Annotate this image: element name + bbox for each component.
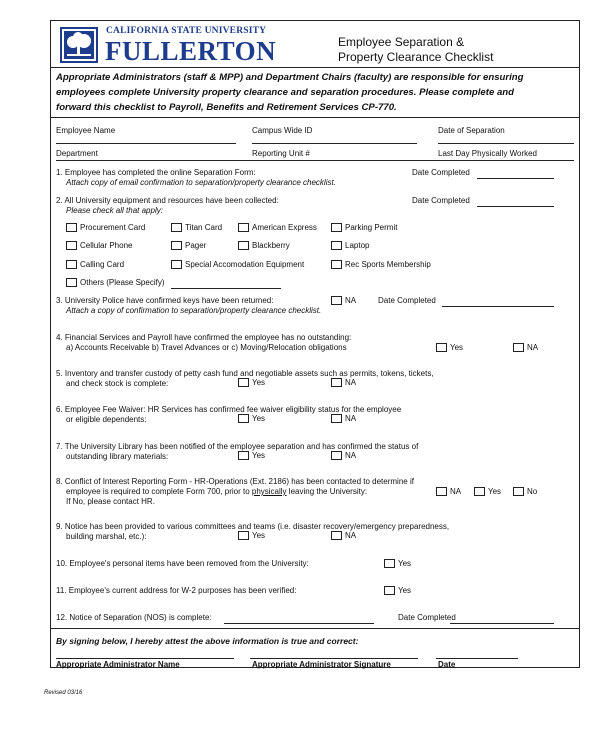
logo-fullerton: FULLERTON [105, 36, 277, 66]
item-4-text: 4. Financial Services and Payroll have confirmed the employee has no outstanding: [56, 333, 352, 342]
logo-university-name: CALIFORNIA STATE UNIVERSITY [106, 26, 267, 36]
intro-line-3: forward this checklist to Payroll, Benefits and Retirement Services CP-770. [56, 102, 397, 113]
item-12-date-line[interactable] [450, 623, 554, 624]
item-6-na-checkbox[interactable] [331, 414, 342, 423]
item-5-text-2: and check stock is complete: [66, 379, 169, 388]
department-line[interactable] [56, 160, 574, 161]
item-7-yes-label: Yes [252, 451, 266, 460]
item-6-yes-label: Yes [252, 414, 266, 423]
blackberry-label: Blackberry [252, 241, 290, 250]
others-label: Others (Please Specify) [80, 278, 165, 287]
item-8-yes-label: Yes [488, 487, 502, 496]
item-3-note: Attach a copy of confirmation to separation/property clearance checklist. [66, 306, 322, 315]
item-4-yes-label: Yes [450, 343, 464, 352]
revised-date: Revised 03/16 [44, 690, 83, 696]
item-10-yes-checkbox[interactable] [384, 559, 395, 568]
item-8-text: 8. Conflict of Interest Reporting Form - HR-Operations (Ext. 2186) has been contacted to determine if [56, 477, 414, 486]
item-11-yes-checkbox[interactable] [384, 586, 395, 595]
csuf-logo [60, 25, 295, 65]
item-8-no-checkbox[interactable] [513, 487, 524, 496]
last-day-worked-label: Last Day Physically Worked [438, 149, 537, 158]
item-2-date-line[interactable] [477, 206, 554, 207]
item-3-date-line[interactable] [442, 306, 554, 307]
intro-line-1: Appropriate Administrators (staff & MPP) and Department Chairs (faculty) are responsible for ensuring [56, 72, 524, 83]
item-5-yes-label: Yes [252, 378, 266, 387]
item-6-text: 6. Employee Fee Waiver: HR Services has confirmed fee waiver eligibility status for the employee [56, 405, 402, 414]
date-of-separation-line[interactable] [438, 143, 574, 144]
employee-name-line[interactable] [56, 143, 236, 144]
others-specify-line[interactable] [171, 288, 281, 289]
laptop-checkbox[interactable] [331, 241, 342, 250]
item-8-physically: physically [251, 487, 287, 496]
item-5-text: 5. Inventory and transfer custody of petty cash fund and negotiable assets such as permits, tokens, tickets, [56, 369, 434, 378]
item-1-note: Attach copy of email confirmation to separation/property clearance checklist. [66, 178, 336, 187]
item-7-text: 7. The University Library has been notified of the employee separation and has confirmed the status of [56, 442, 419, 451]
signature-date-line[interactable] [436, 658, 518, 659]
item-8-text-2 [66, 487, 367, 497]
tower-logo-icon [60, 27, 98, 63]
signature-date-label: Date [438, 660, 456, 669]
item-7-text-2: outstanding library materials: [66, 452, 169, 461]
admin-signature-label: Appropriate Administrator Signature [252, 660, 391, 669]
form-title-line2: Property Clearance Checklist [338, 50, 494, 64]
item-4-text-2: a) Accounts Receivable b) Travel Advances or c) Moving/Relocation obligations [66, 343, 347, 352]
item-11-text: 11. Employee's current address for W-2 purposes has been verified: [56, 586, 297, 595]
procurement-card-label: Procurement Card [80, 223, 146, 232]
rec-sports-checkbox[interactable] [331, 260, 342, 269]
item-8-na-label: NA [450, 487, 462, 496]
special-accommodation-checkbox[interactable] [171, 260, 182, 269]
item-5-na-checkbox[interactable] [331, 378, 342, 387]
attestation-text: By signing below, I hereby attest the above information is true and correct: [56, 636, 359, 646]
date-of-separation-label: Date of Separation [438, 126, 505, 135]
item-1-date-label: Date Completed [412, 168, 470, 177]
special-accommodation-label: Special Accomodation Equipment [185, 260, 305, 269]
admin-name-label: Appropriate Administrator Name [56, 660, 180, 669]
item-8-text-2c: leaving the University: [286, 487, 368, 496]
form-title-line1: Employee Separation & [338, 35, 465, 49]
item-8-yes-checkbox[interactable] [474, 487, 485, 496]
intro-line-2: employees complete University property clearance and separation procedures. Please complete and [56, 87, 515, 98]
calling-card-label: Calling Card [80, 260, 125, 269]
item-12-line[interactable] [224, 623, 374, 624]
titan-card-label: Titan Card [185, 223, 223, 232]
others-checkbox[interactable] [66, 278, 77, 287]
department-label: Department [56, 149, 98, 158]
reporting-unit-label: Reporting Unit # [252, 149, 310, 158]
item-12-date-label: Date Completed [398, 613, 456, 622]
header-divider [50, 67, 580, 68]
intro-divider [50, 117, 580, 118]
item-4-yes-checkbox[interactable] [436, 343, 447, 352]
pager-label: Pager [185, 241, 207, 250]
american-express-checkbox[interactable] [238, 223, 249, 232]
item-3-date-label: Date Completed [378, 296, 436, 305]
item-7-na-checkbox[interactable] [331, 451, 342, 460]
item-11-yes-label: Yes [398, 586, 412, 595]
item-3-text: 3. University Police have confirmed keys have been returned: [56, 296, 274, 305]
parking-permit-checkbox[interactable] [331, 223, 342, 232]
item-8-no-label: No [527, 487, 538, 496]
admin-signature-line[interactable] [250, 658, 418, 659]
item-12-text: 12. Notice of Separation (NOS) is complete: [56, 613, 212, 622]
item-9-yes-label: Yes [252, 531, 266, 540]
item-2-note: Please check all that apply: [66, 206, 163, 215]
signature-divider [50, 628, 580, 629]
item-1-text: 1. Employee has completed the online Separation Form: [56, 168, 256, 177]
campus-wide-id-label: Campus Wide ID [252, 126, 313, 135]
item-10-text: 10. Employee's personal items have been removed from the University: [56, 559, 309, 568]
item-4-na-label: NA [527, 343, 539, 352]
item-3-na-checkbox[interactable] [331, 296, 342, 305]
item-8-text-3: If No, please contact HR. [66, 497, 155, 506]
campus-wide-id-line[interactable] [252, 143, 417, 144]
cellular-phone-label: Cellular Phone [80, 241, 133, 250]
item-9-text-2: building marshal, etc.): [66, 532, 147, 541]
admin-name-line[interactable] [56, 658, 234, 659]
item-7-na-label: NA [345, 451, 357, 460]
item-2-date-label: Date Completed [412, 196, 470, 205]
parking-permit-label: Parking Permit [345, 223, 398, 232]
item-9-na-checkbox[interactable] [331, 531, 342, 540]
american-express-label: American Express [252, 223, 317, 232]
item-6-na-label: NA [345, 414, 357, 423]
laptop-label: Laptop [345, 241, 370, 250]
item-9-na-label: NA [345, 531, 357, 540]
procurement-card-checkbox[interactable] [66, 223, 77, 232]
item-3-na-label: NA [345, 296, 357, 305]
titan-card-checkbox[interactable] [171, 223, 182, 232]
item-9-text: 9. Notice has been provided to various committees and teams (i.e. disaster recovery/emergency preparedness, [56, 522, 450, 531]
blackberry-checkbox[interactable] [238, 241, 249, 250]
cellular-phone-checkbox[interactable] [66, 241, 77, 250]
item-6-yes-checkbox[interactable] [238, 414, 249, 423]
item-8-na-checkbox[interactable] [436, 487, 447, 496]
item-7-yes-checkbox[interactable] [238, 451, 249, 460]
item-2-text: 2. All University equipment and resources have been collected: [56, 196, 279, 205]
item-1-date-line[interactable] [477, 178, 554, 179]
item-8-text-2a: employee is required to complete Form 700, prior to [66, 487, 252, 496]
item-9-yes-checkbox[interactable] [238, 531, 249, 540]
item-10-yes-label: Yes [398, 559, 412, 568]
item-4-na-checkbox[interactable] [513, 343, 524, 352]
rec-sports-label: Rec Sports Membership [345, 260, 431, 269]
item-6-text-2: or eligible dependents: [66, 415, 147, 424]
item-5-na-label: NA [345, 378, 357, 387]
item-5-yes-checkbox[interactable] [238, 378, 249, 387]
pager-checkbox[interactable] [171, 241, 182, 250]
employee-name-label: Employee Name [56, 126, 116, 135]
calling-card-checkbox[interactable] [66, 260, 77, 269]
